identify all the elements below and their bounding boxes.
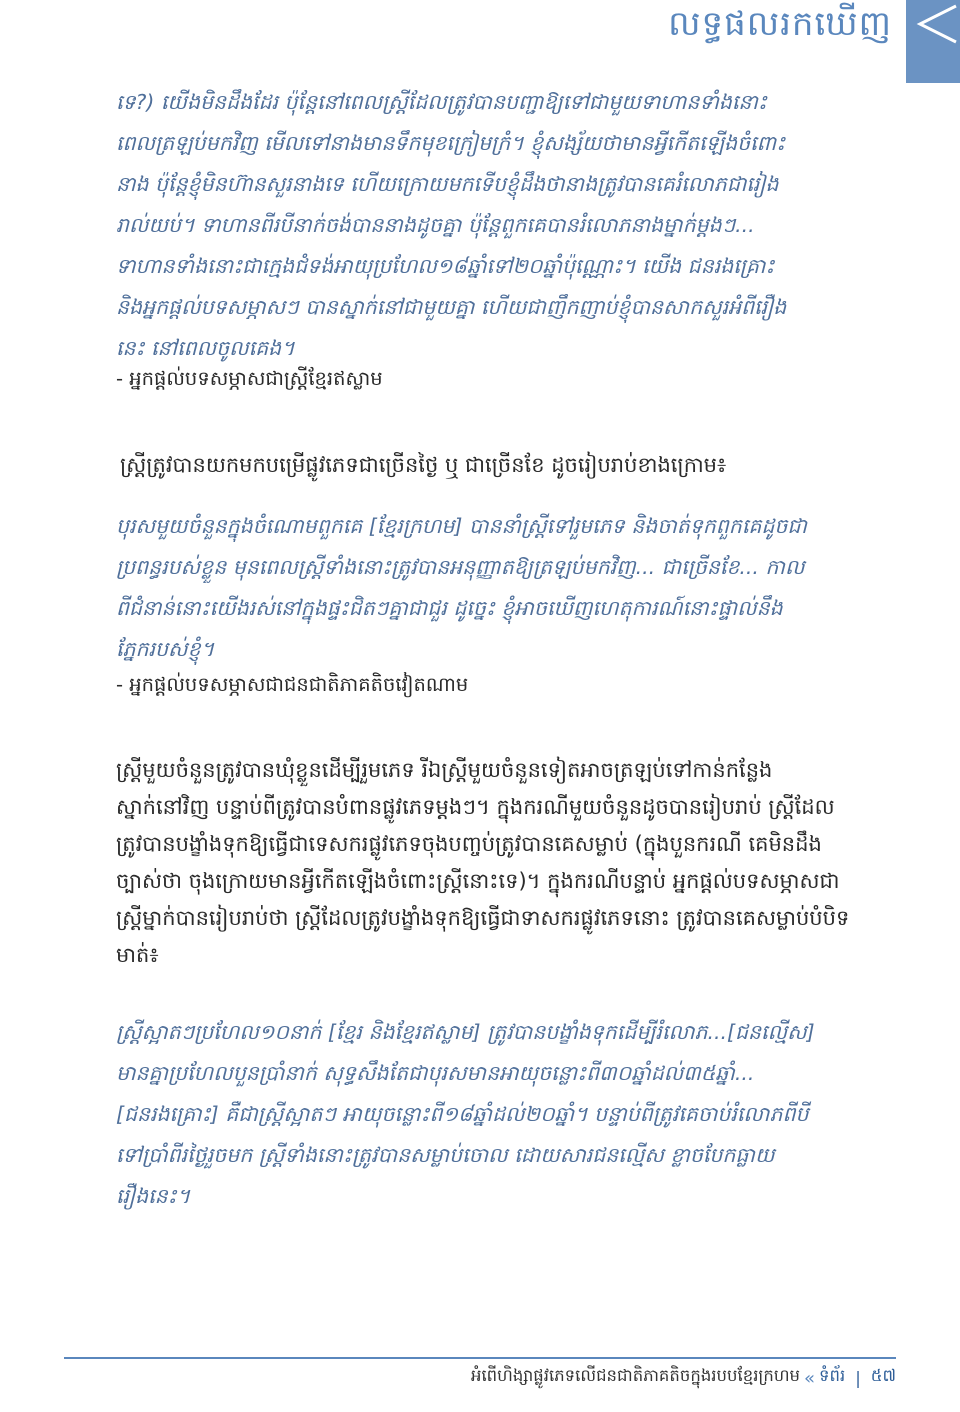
quote-line: ប្រពន្ធរបស់ខ្លួន មុនពេលស្ត្រីទាំងនោះត្រូវបានអនុញ្ញាតឱ្យត្រឡប់មកវិញ... ជាច្រើនខែ... កាល (116, 555, 805, 579)
footer-rule (64, 1357, 896, 1359)
body-line: មាត់៖ (116, 943, 159, 967)
quote-line: មានគ្នាប្រហែលបួនប្រាំនាក់ សុទ្ធសឹងតែជាបុរសមានអាយុចន្លោះពី៣០ឆ្នាំដល់៣៥ឆ្នាំ... (116, 1061, 755, 1085)
quote-line: ភ្នែករបស់ខ្ញុំ។ (116, 637, 215, 661)
quote-block-3 (116, 1012, 856, 1217)
attribution-2: - អ្នកផ្តល់បទសម្ភាសជាជនជាតិភាគតិចវៀតណាម (116, 673, 469, 696)
lead-paragraph: ស្ត្រីត្រូវបានយកមកបម្រើផ្លូវភេទជាច្រើនថ្ងៃ ឬ ជាច្រើនខែ ដូចរៀបរាប់ខាងក្រោម៖ (120, 453, 727, 477)
page-footer (471, 1366, 896, 1390)
body-line: ស្នាក់នៅវិញ បន្ទាប់ពីត្រូវបានបំពានផ្លូវភេទម្តងៗ។ ក្នុងករណីមួយចំនួនដូចបានរៀបរាប់ ស្ត្រីដែល (116, 795, 835, 819)
quote-line: ពីជំនាន់នោះយើងរស់នៅក្នុងផ្ទះជិតៗគ្នាជាជួរ ដូច្នេះ ខ្ញុំអាចឃើញហេតុការណ៍នោះផ្ទាល់នឹង (116, 596, 783, 620)
quote-line: រាល់យប់។ ទាហានពីរបីនាក់ចង់បាននាងដូចគ្នា ប៉ុន្តែពួកគេបានរំលោភនាងម្នាក់ម្តងៗ... (116, 213, 755, 237)
attribution-1: - អ្នកផ្តល់បទសម្ភាសជាស្ត្រីខ្មែរឥស្លាម (116, 367, 383, 390)
triangle-left-icon (906, 0, 960, 83)
quote-line: ស្ត្រីស្អាតៗប្រហែល១០នាក់ [ខ្មែរ និងខ្មែរឥស្លាម] ត្រូវបានបង្ខាំងទុកដើម្បីរំលោភ...[ជនល្មើស] (116, 1020, 815, 1044)
quote-line: ទាហានទាំងនោះជាក្មេងជំទង់អាយុប្រហែល១៨ឆ្នាំទៅ២០ឆ្នាំប៉ុណ្ណោះ។ យើង ជនរងគ្រោះ (116, 254, 775, 278)
body-line: ច្បាស់ថា ចុងក្រោយមានអ្វីកើតឡើងចំពោះស្ត្រីនោះទេ)។ ក្នុងករណីបន្ទាប់ អ្នកផ្តល់បទសម្ភាសជា (116, 869, 840, 893)
double-chevron-left-icon: « (804, 1367, 816, 1389)
section-title: លទ្ធផលរកឃើញ (668, 4, 892, 44)
quote-line: និងអ្នកផ្តល់បទសម្ភាសៗ បានស្នាក់នៅជាមួយគ្នា ហើយជាញឹកញាប់ខ្ញុំបានសាកសួរអំពីរឿង (116, 295, 787, 319)
body-paragraph (116, 752, 906, 974)
quote-line: រឿងនេះ។ (116, 1184, 191, 1208)
page-label: ទំព័រ (819, 1366, 846, 1385)
divider: | (855, 1368, 861, 1388)
page-number: ៥៧ (870, 1366, 896, 1385)
quote-line: នាង ប៉ុន្តែខ្ញុំមិនហ៊ានសួរនាងទេ ហើយក្រោយមកទើបខ្ញុំដឹងថានាងត្រូវបានគេរំលោភជារៀង (116, 172, 779, 196)
quote-line: [ជនរងគ្រោះ] គឺជាស្ត្រីស្អាតៗ អាយុចន្លោះពី១៨ឆ្នាំដល់២០ឆ្នាំ។ បន្ទាប់ពីត្រូវគេចាប់រំលោភពីបី (116, 1102, 809, 1126)
quote-block-1 (116, 82, 856, 369)
back-tab[interactable] (906, 0, 960, 83)
quote-line: បុរសមួយចំនួនក្នុងចំណោមពួកគេ [ខ្មែរក្រហម] បាននាំស្ត្រីទៅរួមភេទ និងចាត់ទុកពួកគេដូចជា (116, 514, 807, 538)
body-line: ស្ត្រីមួយចំនួនត្រូវបានឃុំខ្លួនដើម្បីរួមភេទ រីឯស្ត្រីមួយចំនួនទៀតអាចត្រឡប់ទៅកាន់កន្លែង (116, 758, 773, 782)
quote-line: នេះ នៅពេលចូលគេង។ (116, 336, 295, 360)
quote-block-2 (116, 506, 856, 670)
footer-title: អំពើហិង្សាផ្លូវភេទលើជនជាតិភាគតិចក្នុងរបបខ្មែរក្រហម (470, 1366, 801, 1385)
quote-line: ពេលត្រឡប់មកវិញ មើលទៅនាងមានទឹកមុខក្រៀមក្រំ។ ខ្ញុំសង្ស័យថាមានអ្វីកើតឡើងចំពោះ (116, 131, 786, 155)
quote-line: ទៅប្រាំពីរថ្ងៃរួចមក ស្ត្រីទាំងនោះត្រូវបានសម្លាប់ចោល ដោយសារជនល្មើស ខ្លាចបែកធ្លាយ (116, 1143, 775, 1167)
body-line: ត្រូវបានបង្ខាំងទុកឱ្យធ្វើជាទេសករផ្លូវភេទចុងបញ្ចប់ត្រូវបានគេសម្លាប់ (ក្នុងបួនករណី គេមិនដឹង (116, 832, 822, 856)
quote-line: ទេ?) យើងមិនដឹងដែរ ប៉ុន្តែនៅពេលស្ត្រីដែលត្រូវបានបញ្ជាឱ្យទៅជាមួយទាហានទាំងនោះ (116, 90, 767, 114)
body-line: ស្ត្រីម្នាក់បានរៀបរាប់ថា ស្ត្រីដែលត្រូវបង្ខាំងទុកឱ្យធ្វើជាទាសករផ្លូវភេទនោះ ត្រូវបានគេសម្លាប់បំបិទ (116, 906, 850, 930)
